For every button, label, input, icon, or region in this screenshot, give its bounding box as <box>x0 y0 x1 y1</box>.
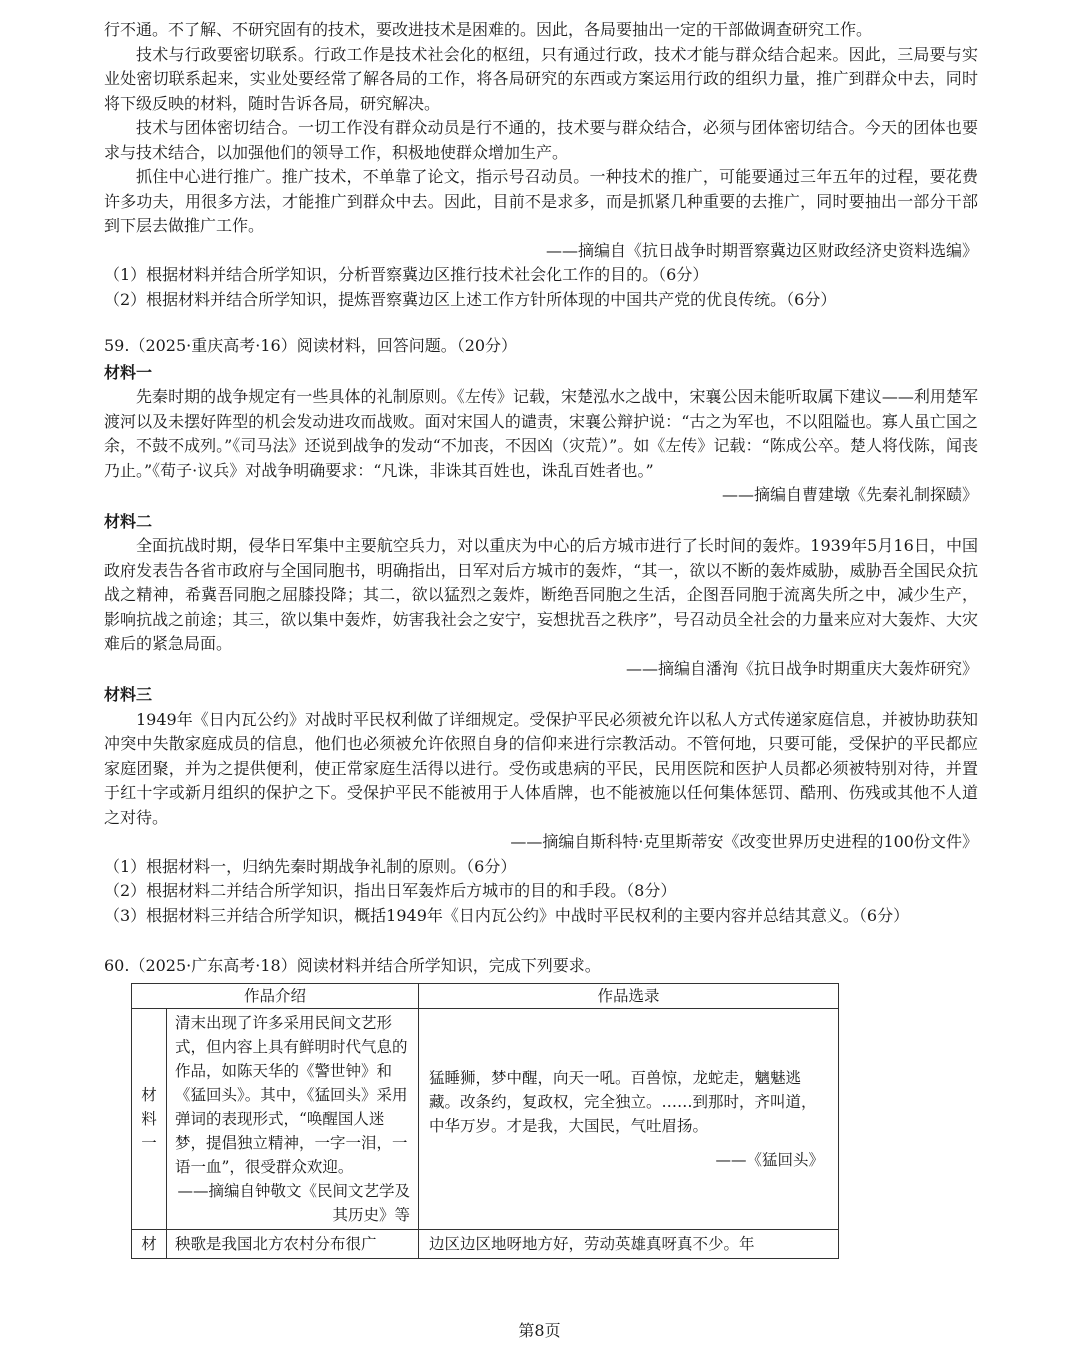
material-heading: 材料一 <box>104 362 153 382</box>
exam-page <box>104 18 978 1259</box>
source-citation: ——摘编自曹建墩《先秦礼制探赜》 <box>721 485 978 504</box>
material-heading: 材料二 <box>104 511 153 531</box>
question-title: 59.（2025·重庆高考·16）阅读材料，回答问题。（20分） <box>104 336 518 355</box>
paragraph: 抓住中心进行推广。推广技术，不单靠了论文，指示号召动员。一种技术的推广，可能要通过三年五年的过程，要花费许多功夫，用很多方法，才能推广到群众中去。因此，目前不是求多，而是抓紧几种重要的去推广，同时要抽出一部分干部到下层去做推广工作。 <box>104 167 978 235</box>
table-header-row <box>132 983 839 1008</box>
paragraph: 技术与团体密切结合。一切工作没有群众动员是行不通的，技术要与群众结合，必须与团体密切结合。今天的团体也要求与技术结合，以加强他们的领导工作，积极地使群众增加生产。 <box>104 118 978 162</box>
intro-cell <box>167 1008 419 1229</box>
material-table <box>131 983 839 1259</box>
question-title: 60.（2025·广东高考·18）阅读材料并结合所学知识，完成下列要求。 <box>104 956 601 975</box>
excerpt-cell <box>419 1008 839 1229</box>
intro-source: ——摘编自钟敬文《民间文艺学及其历史》等 <box>177 1181 410 1224</box>
table-header-intro: 作品介绍 <box>132 983 419 1008</box>
paragraph: 技术与行政要密切联系。行政工作是技术社会化的枢纽，只有通过行政，技术才能与群众结合起来。因此，三局要与实业处密切联系起来，实业处要经常了解各局的工作，将各局研究的东西或方案运用行政的组织力量，推广到群众中去，同时将下级反映的材料，随时告诉各局，研究解决。 <box>104 44 978 113</box>
source-citation: ——摘编自《抗日战争时期晋察冀边区财政经济史资料选编》 <box>545 240 978 260</box>
intro-cell: 秧歌是我国北方农村分布很广 <box>167 1229 419 1258</box>
question-item: （3）根据材料三并结合所学知识，概括1949年《日内瓦公约》中战时平民权利的主要内容并总结其意义。（6分） <box>104 905 910 925</box>
table-row <box>132 1008 839 1229</box>
question-item: （1）根据材料并结合所学知识，分析晋察冀边区推行技术社会化工作的目的。（6分） <box>104 265 709 284</box>
row-label: 材 <box>132 1229 167 1258</box>
source-citation: ——摘编自斯科特·克里斯蒂安《改变世界历史进程的100份文件》 <box>510 832 978 851</box>
paragraph: 行不通。不了解、不研究固有的技术，要改进技术是困难的。因此，各局要抽出一定的干部做调查研究工作。 <box>104 20 873 39</box>
question-item: （1）根据材料一，归纳先秦时期战争礼制的原则。（6分） <box>104 856 517 876</box>
source-citation: ——摘编自潘洵《抗日战争时期重庆大轰炸研究》 <box>625 658 978 678</box>
excerpt-cell: 边区边区地呀地方好，劳动英雄真呀真不少。年 <box>419 1229 839 1258</box>
paragraph: 先秦时期的战争规定有一些具体的礼制原则。《左传》记载，宋楚泓水之战中，宋襄公因未能听取属下建议——利用楚军渡河以及未摆好阵型的机会发动进攻而战败。面对宋国人的谴责，宋襄公辩护说：“古之为军也，不以阻隘也。寡人虽亡国之余，不鼓不成列。”《司马法》还说到战争的发动“不加丧，不因凶（灾荒）”。如《左传》记载：“陈成公卒。楚人将伐陈，闻丧乃止。”《荀子·议兵》对战争明确要求：“凡诛，非诛其百姓也，诛乱百姓者也。” <box>104 387 978 480</box>
table-row <box>132 1229 839 1258</box>
question-item: （2）根据材料并结合所学知识，提炼晋察冀边区上述工作方针所体现的中国共产党的优良传统。（6分） <box>104 289 837 309</box>
intro-text: 清末出现了许多采用民间文艺形式，但内容上具有鲜明时代气息的作品，如陈天华的《警世钟》和《猛回头》。其中，《猛回头》采用弹词的表现形式，“唤醒国人迷梦，提倡独立精神，一字一泪，一语一血”，很受群众欢迎。 <box>175 1013 408 1176</box>
table-header-excerpt: 作品选录 <box>419 983 839 1008</box>
paragraph: 1949年《日内瓦公约》对战时平民权利做了详细规定。受保护平民必须被允许以私人方式传递家庭信息，并被协助获知冲突中失散家庭成员的信息，他们也必须被允许依照自身的信仰来进行宗教活动。不管何地，只要可能，受保护的平民都应家庭团聚，并为之提供便利，使正常家庭生活得以进行。受伤或患病的平民，民用医院和医护人员都必须被特别对待，并置于红十字或新月组织的保护之下。受保护平民不能被用于人体盾牌，也不能被施以任何集体惩罚、酷刑、伤残或其他不人道之对待。 <box>104 709 978 827</box>
material-heading: 材料三 <box>104 685 153 704</box>
excerpt-text: 猛睡狮，梦中醒，向天一吼。百兽惊，龙蛇走，魑魅逃藏。改条约，复政权，完全独立。……到那时，齐叫道，中华万岁。才是我，大国民，气吐眉扬。 <box>429 1068 817 1135</box>
excerpt-source: ——《猛回头》 <box>715 1150 824 1169</box>
row-label: 材料一 <box>132 1008 167 1229</box>
page-number: 第8页 <box>518 1321 561 1340</box>
paragraph: 全面抗战时期，侵华日军集中主要航空兵力，对以重庆为中心的后方城市进行了长时间的轰炸。1939年5月16日，中国政府发表告各省市政府与全国同胞书，明确指出，日军对后方城市的轰炸，“其一，欲以不断的轰炸威胁，威胁吾全国民众抗战之精神，希冀吾同胞之屈膝投降；其二，欲以猛烈之轰炸，断绝吾同胞之生活，企图吾同胞于流离失所之中，减少生产，影响抗战之前途；其三，欲以集中轰炸，妨害我社会之安宁，妄想扰吾之秩序”，号召动员全社会的力量来应对大轰炸、大灾难后的紧急局面。 <box>104 536 978 653</box>
question-item: （2）根据材料二并结合所学知识，指出日军轰炸后方城市的目的和手段。（8分） <box>104 881 677 900</box>
